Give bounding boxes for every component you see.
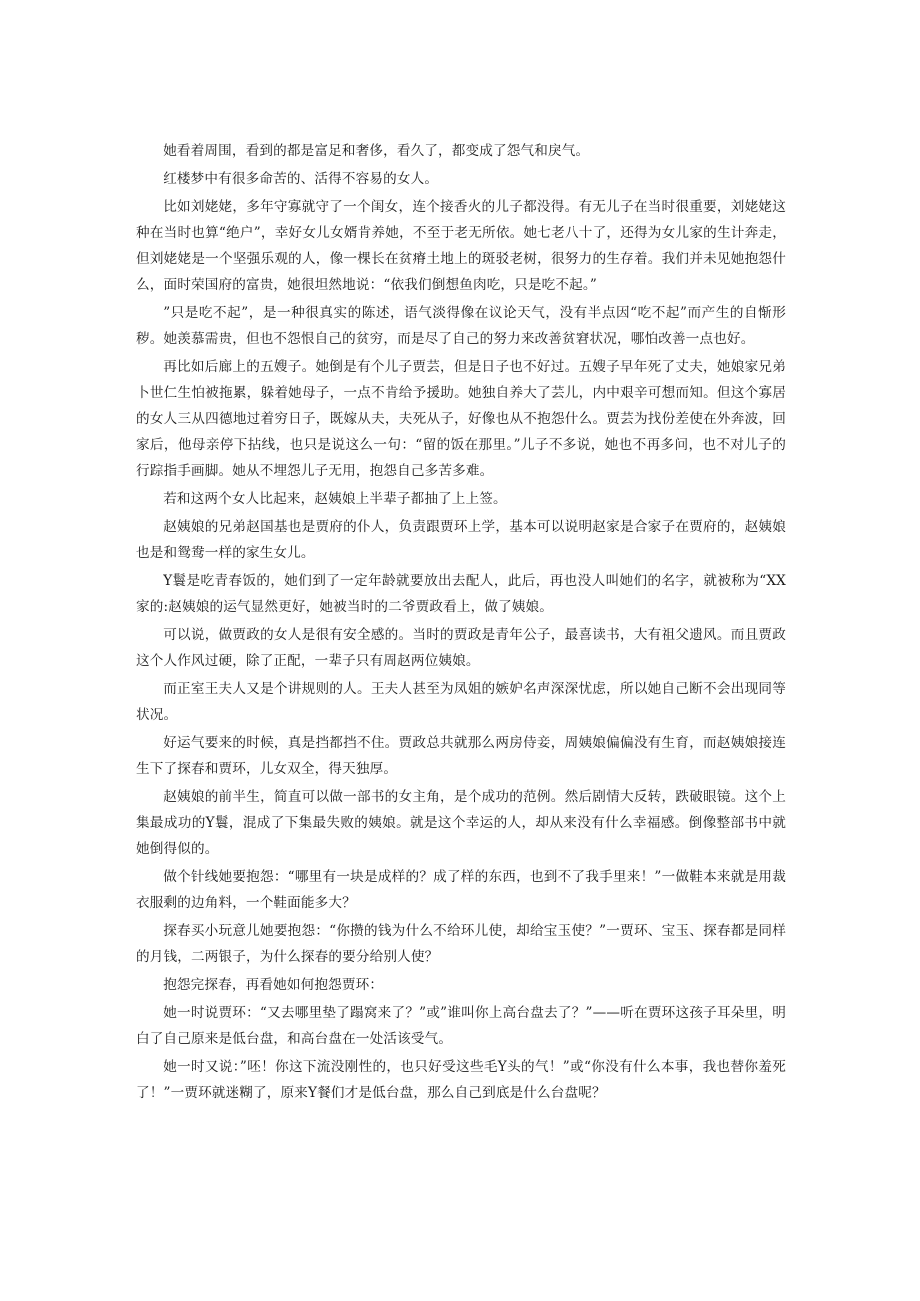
paragraph-4: ”只是吃不起”，是一种很真实的陈述，语气淡得像在议论天气，没有半点因“吃不起”而产生的自惭形秽。她羡慕需贵，但也不怨恨自己的贫穷，而是尽了自己的努力来改善贫窘状况，哪怕改善一点也好。 [136, 305, 786, 347]
paragraph-15: 抱怨完探春，再看她如何抱怨贾环： [163, 977, 384, 993]
paragraph-14: 探春买小玩意儿她要抱怨：“你攒的钱为什么不给环儿使，却给宝玉使？”一贾环、宝玉、探春都是同样的月钱，二两银子，为什么探春的要分给别人使？ [136, 923, 786, 965]
paragraph-10: 而正室王夫人又是个讲规则的人。王夫人甚至为凤姐的嫉妒名声深深忧虑，所以她自己断不会出现同等状况。 [136, 681, 786, 723]
paragraph-2: 红楼梦中有很多命苦的、活得不容易的女人。 [163, 171, 439, 187]
paragraph-16: 她一时说贾环：“又去哪里垫了蹋窝来了？”或”谁叫你上高台盘去了？”——听在贾环这孩子耳朵里，明白了自己原来是低台盘，和高台盘在一处活该受气。 [136, 1005, 786, 1047]
paragraph-6: 若和这两个女人比起来，赵姨娘上半辈子都抽了上上签。 [163, 491, 507, 507]
document-body [136, 138, 786, 1106]
paragraph-12: 赵姨娘的前半生，简直可以做一部书的女主角，是个成功的范例。然后剧情大反转，跌破眼镜。这个上集最成功的Y鬟，混成了下集最失败的姨娘。就是这个幸运的人，却从来没有什么幸福感。倒像整部书中就她倒得似的。 [136, 789, 786, 857]
paragraph-3: 比如刘姥姥，多年守寡就守了一个闺女，连个接香火的儿子都没得。有无儿子在当时很重要，刘姥姥这种在当时也算“绝户”，幸好女儿女婿肯养她，不至于老无所依。她七老八十了，还得为女儿家的生计奔走，但刘姥姥是一个坚强乐观的人，像一棵长在贫瘠土地上的斑驳老树，很努力的生存着。我们并未见她抱怨什么，面时荣国府的富贵，她很坦然地说：“依我们倒想鱼肉吃，只是吃不起。” [136, 199, 786, 293]
paragraph-8: Y鬟是吃青春饭的，她们到了一定年龄就要放出去配人，此后，再也没人叫她们的名字，就被称为“XX家的:赵姨娘的运气显然更好，她被当时的二爷贾政看上，做了姨娘。 [136, 573, 786, 615]
paragraph-11: 好运气要来的时候，真是挡都挡不住。贾政总共就那么两房侍妾，周姨娘偏偏没有生育，而赵姨娘接连生下了探春和贾环，儿女双全，得天独厚。 [136, 735, 786, 777]
paragraph-1: 她看着周围，看到的都是富足和奢侈，看久了，都变成了怨气和戾气。 [163, 143, 590, 159]
paragraph-7: 赵姨娘的兄弟赵国基也是贾府的仆人，负责跟贾环上学，基本可以说明赵家是合家子在贾府的，赵姨娘也是和鸳鸯一样的家生女儿。 [136, 519, 786, 561]
paragraph-9: 可以说，做贾政的女人是很有安全感的。当时的贾政是青年公子，最喜读书，大有祖父遗风。而且贾政这个人作风过硬，除了正配，一辈子只有周赵两位姨娘。 [136, 627, 786, 669]
paragraph-5: 再比如后廊上的五嫂子。她倒是有个儿子贾芸，但是日子也不好过。五嫂子早年死了丈夫，她娘家兄弟卜世仁生怕被拖累，躲着她母子，一点不肯给予援助。她独自养大了芸儿，内中艰辛可想而知。但这个寡居的女人三从四德地过着穷日子，既嫁从夫，夫死从子，好像也从不抱怨什么。贾芸为找份差使在外奔波，回家后，他母亲停下拈线，也只是说这么一句：“留的饭在那里。”儿子不多说，她也不再多问，也不对儿子的行踪指手画脚。她从不埋怨儿子无用，抱怨自己多苦多难。 [136, 359, 786, 479]
paragraph-17: 她一时又说：”呸！你这下流没刚性的，也只好受这些毛Y头的气！”或“你没有什么本事，我也替你羞死了！”一贾环就迷糊了，原来Y餐们才是低台盘，那么自己到底是什么台盘呢？ [136, 1059, 786, 1101]
paragraph-13: 做个针线她要抱怨：“哪里有一块是成样的？成了样的东西，也到不了我手里来！”一做鞋本来就是用裁衣服剩的边角料，一个鞋面能多大？ [136, 869, 786, 911]
